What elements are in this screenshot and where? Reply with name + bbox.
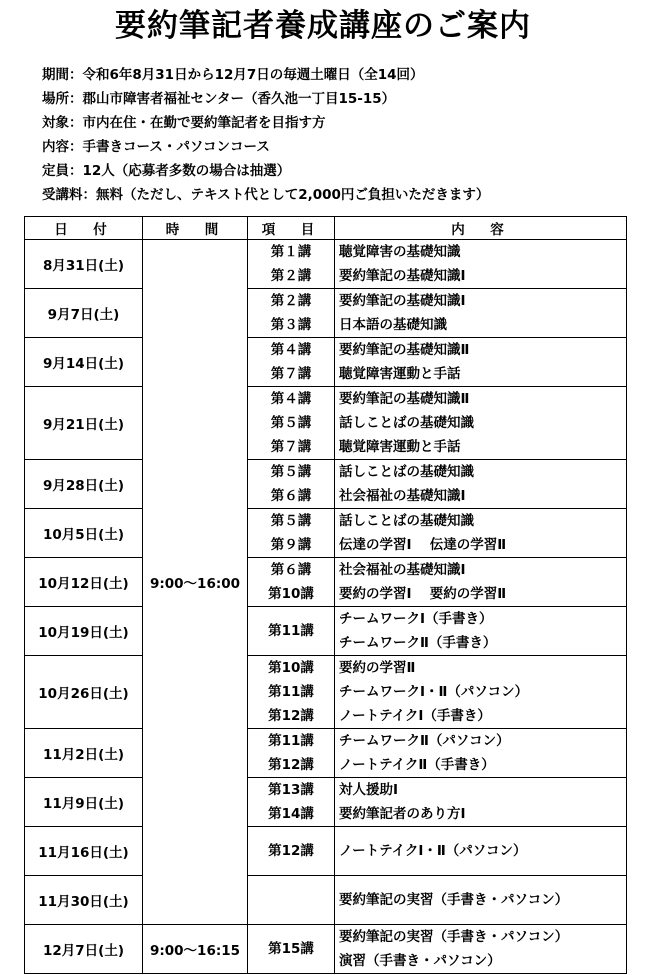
row-item-line: 第10講 (268, 660, 314, 676)
row-date: 12月7日(土) (25, 925, 143, 974)
row-content-line: 話しことばの基礎知識 (339, 513, 474, 529)
row-item-line: 第11講 (268, 684, 314, 700)
row-content (335, 509, 627, 558)
row-item (248, 240, 335, 289)
row-date: 9月21日(土) (25, 387, 143, 460)
table-row (25, 607, 627, 656)
row-content (335, 729, 627, 778)
row-content-line: 聴覚障害運動と手話 (339, 439, 461, 455)
row-item (248, 338, 335, 387)
table-row (25, 460, 627, 509)
table-row (25, 656, 627, 729)
row-content-line: 社会福祉の基礎知識Ⅰ (339, 488, 466, 504)
row-date: 11月16日(土) (25, 827, 143, 876)
row-item-line: 第12講 (268, 843, 314, 859)
row-item (248, 925, 335, 974)
row-item-line: 第３講 (270, 317, 312, 333)
row-content-line: 演習（手書き・パソコン） (339, 953, 501, 969)
info-capacity: 定員：12人（応募者多数の場合は抽選） (42, 163, 291, 179)
row-content (335, 558, 627, 607)
row-content-line: チームワークⅠ・Ⅱ（パソコン） (339, 684, 529, 700)
row-item-line: 第４講 (270, 391, 312, 407)
row-date: 8月31日(土) (25, 240, 143, 289)
course-info (42, 63, 489, 207)
header-item: 項 目 (248, 217, 335, 240)
table-row (25, 925, 627, 974)
table-row (25, 778, 627, 827)
row-item (248, 778, 335, 827)
row-content-line: 伝達の学習Ⅰ 伝達の学習Ⅱ (339, 537, 507, 553)
row-date: 10月5日(土) (25, 509, 143, 558)
row-item-line: 第２講 (270, 293, 312, 309)
row-content (335, 240, 627, 289)
row-item-line (248, 888, 334, 912)
row-item-line: 第６講 (270, 562, 312, 578)
row-content (335, 827, 627, 876)
table-row (25, 729, 627, 778)
table-row (25, 876, 627, 925)
row-content (335, 460, 627, 509)
row-date: 10月12日(土) (25, 558, 143, 607)
row-item (248, 460, 335, 509)
row-item (248, 827, 335, 876)
row-date: 9月14日(土) (25, 338, 143, 387)
row-content (335, 925, 627, 974)
row-item-line: 第５講 (270, 415, 312, 431)
row-item-line: 第７講 (270, 366, 312, 382)
row-content-line: ノートテイクⅡ（手書き） (339, 757, 495, 773)
row-content-line: 要約筆記の基礎知識Ⅱ (339, 391, 470, 407)
row-date: 10月19日(土) (25, 607, 143, 656)
row-item (248, 509, 335, 558)
row-time: 9:00～16:00 (143, 240, 248, 925)
row-date: 11月2日(土) (25, 729, 143, 778)
info-period: 期間：令和6年8月31日から12月7日の毎週土曜日（全14回） (42, 67, 424, 83)
row-item-line: 第７講 (270, 439, 312, 455)
row-item (248, 607, 335, 656)
row-content-line: 要約筆記者のあり方Ⅰ (339, 806, 466, 822)
table-row (25, 240, 627, 289)
row-content (335, 778, 627, 827)
header-date: 日 付 (25, 217, 143, 240)
row-item-line: 第11講 (268, 623, 314, 639)
row-content (335, 338, 627, 387)
header-time: 時 間 (143, 217, 248, 240)
row-item-line: 第14講 (268, 806, 314, 822)
row-content-line: 話しことばの基礎知識 (339, 415, 474, 431)
row-item-line: 第２講 (270, 268, 312, 284)
row-time: 9:00～16:15 (143, 925, 248, 974)
table-row (25, 558, 627, 607)
row-item-line: 第５講 (270, 513, 312, 529)
row-content (335, 656, 627, 729)
row-item-line: 第10講 (268, 586, 314, 602)
row-content-line: 要約の学習Ⅰ 要約の学習Ⅱ (339, 586, 507, 602)
info-fee: 受講料：無料（ただし、テキスト代として2,000円ご負担いただきます） (42, 187, 490, 203)
row-item (248, 656, 335, 729)
row-content-line: 対人援助Ⅰ (339, 782, 399, 798)
table-row (25, 509, 627, 558)
row-item (248, 289, 335, 338)
row-item-line: 第１講 (270, 244, 312, 260)
row-date: 9月7日(土) (25, 289, 143, 338)
row-date: 9月28日(土) (25, 460, 143, 509)
info-location: 場所：郡山市障害者福祉センター（香久池一丁目15-15） (42, 91, 396, 107)
row-content-line: 要約筆記の実習（手書き・パソコン） (339, 892, 569, 908)
row-content-line: 要約筆記の基礎知識Ⅰ (339, 293, 466, 309)
header-content: 内 容 (335, 217, 627, 240)
row-content-line: 聴覚障害の基礎知識 (339, 244, 461, 260)
row-item-line: 第12講 (268, 708, 314, 724)
row-content (335, 289, 627, 338)
row-content-line: 要約筆記の実習（手書き・パソコン） (339, 929, 569, 945)
row-item-line: 第15講 (268, 941, 314, 957)
row-content (335, 876, 627, 925)
row-item-line: 第５講 (270, 464, 312, 480)
table-row (25, 338, 627, 387)
row-content (335, 607, 627, 656)
table-row (25, 827, 627, 876)
table-row (25, 387, 627, 460)
row-content-line: ノートテイクⅠ・Ⅱ（パソコン） (339, 843, 527, 859)
row-date: 10月26日(土) (25, 656, 143, 729)
row-content-line: 社会福祉の基礎知識Ⅰ (339, 562, 466, 578)
schedule-table (24, 216, 627, 974)
row-item-line: 第６講 (270, 488, 312, 504)
info-target: 対象：市内在住・在勤で要約筆記者を目指す方 (42, 115, 326, 131)
info-content: 内容：手書きコース・パソコンコース (42, 139, 270, 155)
table-header-row (25, 217, 627, 240)
page-title: 要約筆記者養成講座のご案内 (115, 8, 531, 44)
row-item-line: 第12講 (268, 757, 314, 773)
row-date: 11月9日(土) (25, 778, 143, 827)
row-item (248, 729, 335, 778)
row-content-line: 要約筆記の基礎知識Ⅰ (339, 268, 466, 284)
row-content-line: 話しことばの基礎知識 (339, 464, 474, 480)
row-item-line: 第４講 (270, 342, 312, 358)
row-content-line: 日本語の基礎知識 (339, 317, 447, 333)
row-content-line: チームワークⅡ（パソコン） (339, 733, 510, 749)
row-content-line: 要約筆記の基礎知識Ⅱ (339, 342, 470, 358)
row-item-line: 第11講 (268, 733, 314, 749)
row-content-line: ノートテイクⅠ（手書き） (339, 708, 491, 724)
row-item-line: 第13講 (268, 782, 314, 798)
row-content-line: チームワークⅡ（手書き） (339, 635, 497, 651)
row-item (248, 558, 335, 607)
row-content-line: チームワークⅠ（手書き） (339, 611, 493, 627)
row-item-line: 第９講 (270, 537, 312, 553)
row-content-line: 聴覚障害運動と手話 (339, 366, 461, 382)
row-item (248, 876, 335, 925)
table-row (25, 289, 627, 338)
row-content (335, 387, 627, 460)
row-date: 11月30日(土) (25, 876, 143, 925)
row-item (248, 387, 335, 460)
row-content-line: 要約の学習Ⅱ (339, 660, 416, 676)
